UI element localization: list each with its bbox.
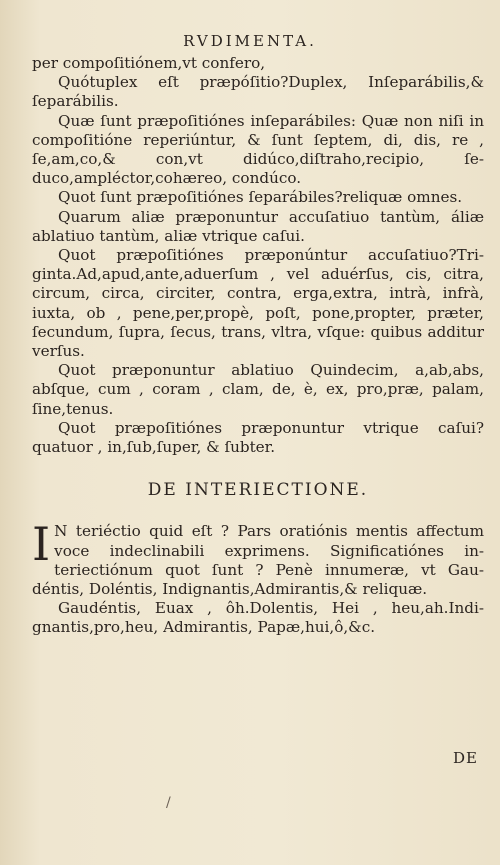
interjection-text: N teriéctio quid eſt ? Pars oratiónis mentis affectum voce indeclinabili exprimens. Significatiónes in- teriectiónum quot ſunt ? Penè innumeræ, vt Gau- déntis, Doléntis, Indignantis,Admirantis,& reliquæ. [32,522,484,599]
margin-mark: / [166,795,171,811]
paragraph: Quot ſunt præpoſitiónes ſeparábiles?reliquæ omnes. [58,188,463,207]
paragraph: Quæ ſunt præpoſitiónes inſeparábiles: Quæ non niſi in compoſitióne reperiúntur, & ſunt ſeptem, di, dis, re , ſe,am,co,& con,vt didúco,diſtraho,recipio, ſe- duco,ampléctor,cohæreo, condúco. [32,111,484,188]
paragraph: Quot præpoſitiónes præponúntur accuſatiuo?Tri- ginta.Ad,apud,ante,aduerſum , vel aduérſus, cis, citra, circum, circa, circiter, contra, erga,extra, intrà, infrà, iuxta, ob , pene,per,propè, poſt, pone,propter, præter, ſecundum, ſupra, ſecus, trans, vltra, vſque: quibus additur verſus. [32,246,484,361]
paragraph: Quarum aliæ præponuntur accuſatiuo tantùm, áliæ ablatiuo tantùm, aliæ vtrique caſui. [32,207,484,245]
drop-cap: I [32,517,51,572]
section-heading: DE INTERIECTIONE. [147,480,369,501]
interjection-examples: Gaudéntis, Euax , ôh.Dolentis, Hei , heu,ah.Indi- gnantis,pro,heu, Admirantis, Papæ,hui,ô,&c. [32,599,484,637]
interjection-paragraph [32,517,484,599]
paragraph: Quot præpoſitiónes præponuntur vtrique caſui? quatuor , in,ſub,ſuper, & ſubter. [32,418,484,457]
running-head: RVDIMENTA. [183,32,317,50]
paragraph: per compoſitiónem,vt confero, [32,54,266,72]
paragraph: Quot præponuntur ablatiuo Quindecim, a,ab,abs, abſque, cum , coram , clam, de, è, ex, pro,præ, palam, ſine,tenus. [32,361,484,418]
paragraph: Quótuplex eſt præpóſitio?Duplex, Inſeparábilis,& ſeparábilis. [32,73,484,111]
catchword: DE [453,749,478,767]
page-body [32,54,484,638]
